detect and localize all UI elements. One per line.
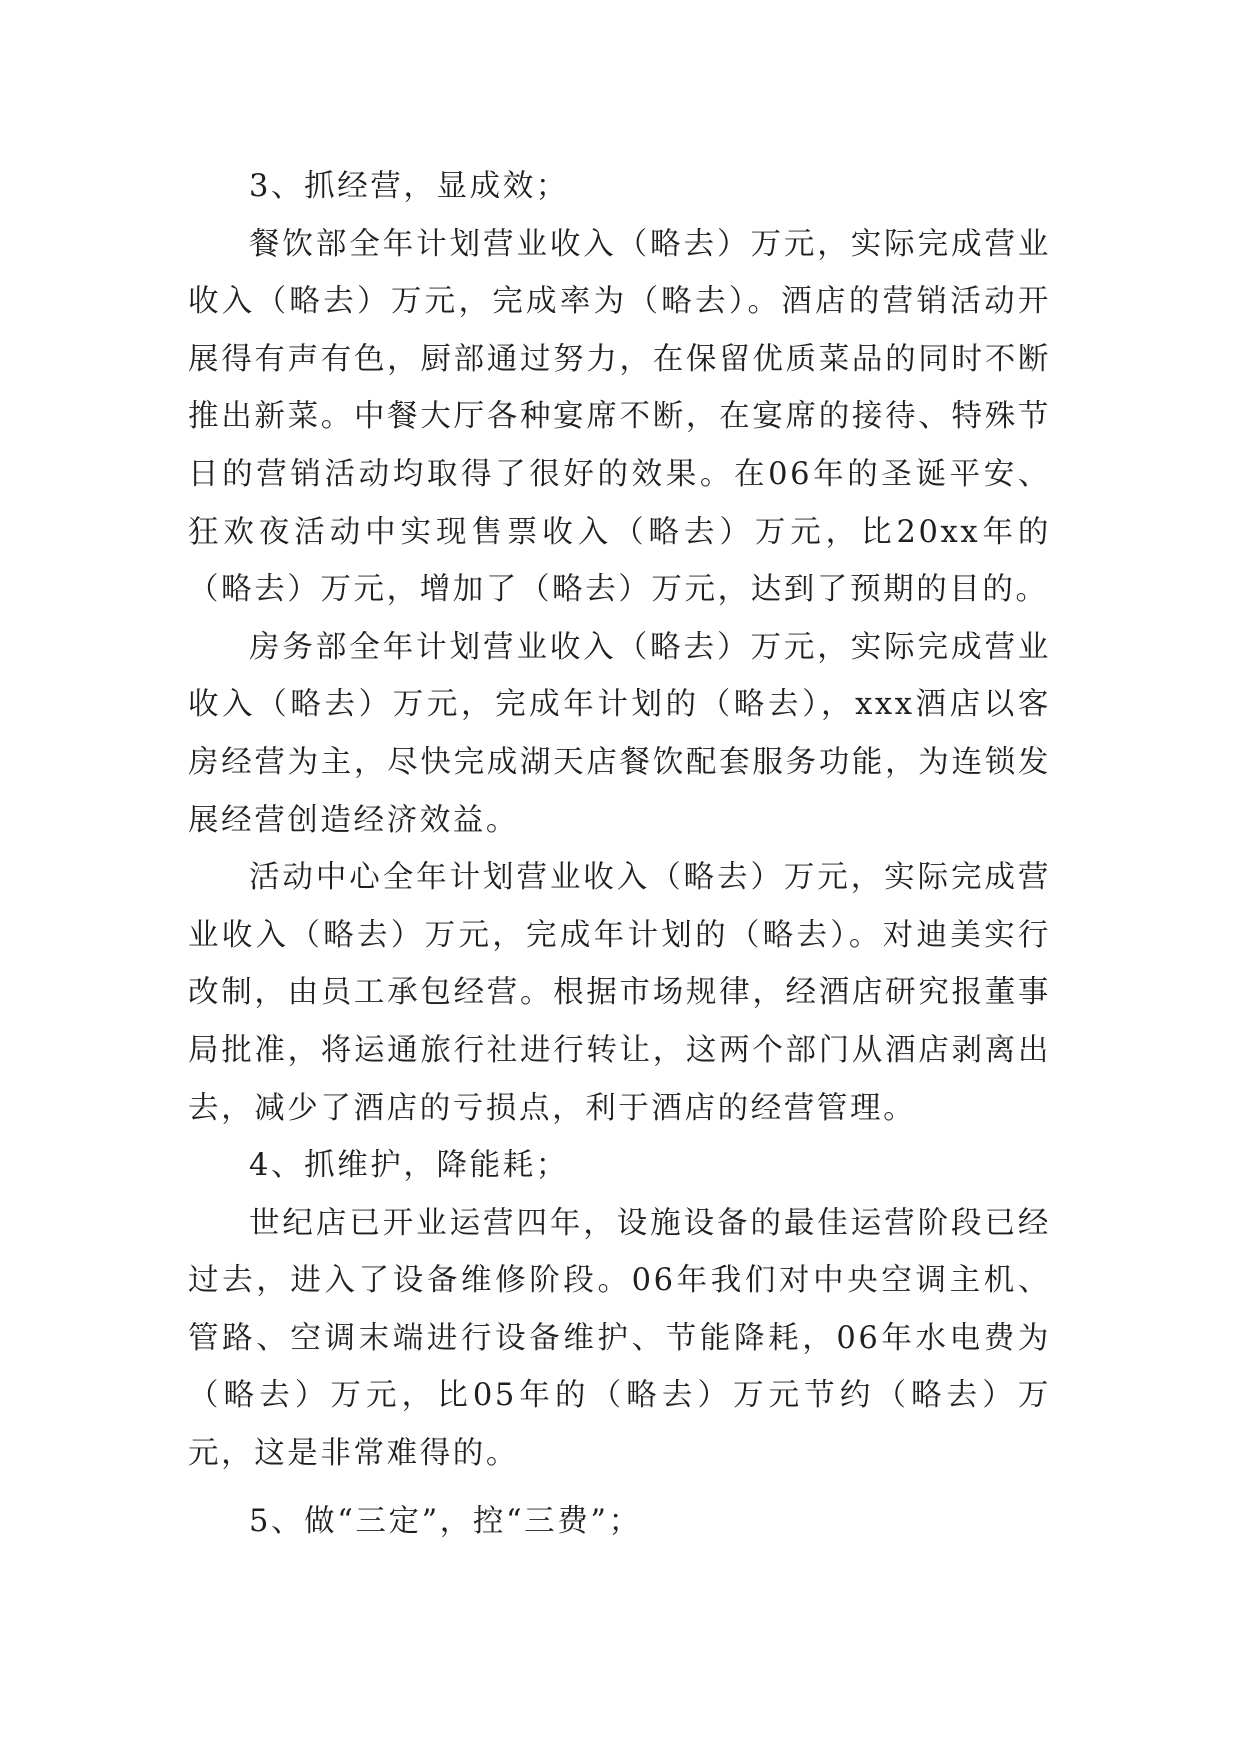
paragraph-maintenance: 世纪店已开业运营四年，设施设备的最佳运营阶段已经过去，进入了设备维修阶段。06年我们对中央空调主机、管路、空调末端进行设备维护、节能降耗，06年水电费为（略去）万元，比05年的（略去）万元节约（略去）万元，这是非常难得的。 xyxy=(188,1205,1051,1472)
document-body xyxy=(188,158,1051,1550)
paragraph-activity-center: 活动中心全年计划营业收入（略去）万元，实际完成营业收入（略去）万元，完成年计划的（略去）。对迪美实行改制，由员工承包经营。根据市场规律，经酒店研究报董事局批准，将运通旅行社进行转让，这两个部门从酒店剥离出去，减少了酒店的亏损点，利于酒店的经营管理。 xyxy=(188,860,1051,1126)
paragraph-rooms: 房务部全年计划营业收入（略去）万元，实际完成营业收入（略去）万元，完成年计划的（略去），xxx酒店以客房经营为主，尽快完成湖天店餐饮配套服务功能，为连锁发展经营创造经济效益。 xyxy=(188,629,1051,838)
paragraph-catering: 餐饮部全年计划营业收入（略去）万元，实际完成营业收入（略去）万元，完成率为（略去）。酒店的营销活动开展得有声有色，厨部通过努力，在保留优质菜品的同时不断推出新菜。中餐大厅各种宴席不断，在宴席的接待、特殊节日的营销活动均取得了很好的效果。在06年的圣诞平安、狂欢夜活动中实现售票收入（略去）万元，比20xx年的（略去）万元，增加了（略去）万元，达到了预期的目的。 xyxy=(188,226,1051,608)
section-heading-4: 4、抓维护，降能耗； xyxy=(249,1148,569,1184)
section-heading-3: 3、抓经营，显成效； xyxy=(249,169,569,204)
section-heading-5: 5、做“三定”，控“三费”； xyxy=(249,1503,642,1539)
